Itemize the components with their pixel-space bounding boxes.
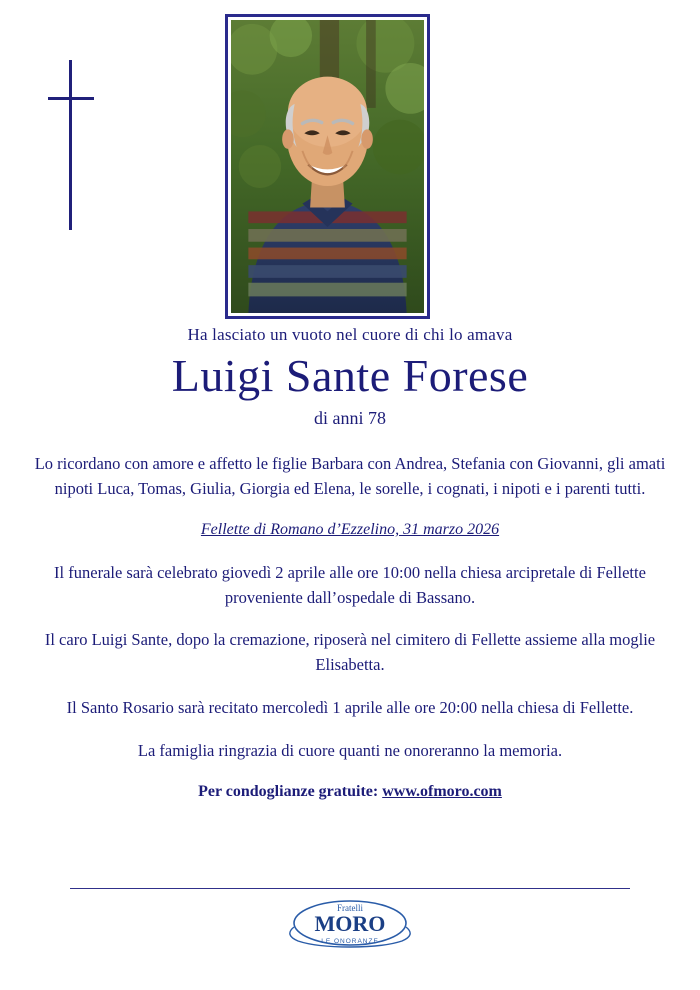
lead-text: Ha lasciato un vuoto nel cuore di chi lo amava: [187, 325, 513, 344]
age-line: di anni 78: [314, 407, 386, 428]
deceased-name: Luigi Sante Forese: [171, 350, 529, 401]
latin-cross-icon: [48, 60, 94, 230]
cross-horizontal-bar: [48, 97, 94, 100]
condolences-line: [0, 783, 700, 801]
burial-details-text: Il caro Luigi Sante, dopo la cremazione, riposerà nel cimitero di Fellette assieme alla moglie Elisabetta.: [44, 630, 656, 674]
funeral-details-text: Il funerale sarà celebrato giovedì 2 aprile alle ore 10:00 nella chiesa arcipretale di Fellette proveniente dall’ospedale di Bassano.: [54, 562, 646, 607]
funeral-home-logo: [276, 893, 424, 955]
portrait-photo: [231, 20, 424, 313]
rosary-details-text: Il Santo Rosario sarà recitato mercoledì 1 aprile alle ore 20:00 nella chiesa di Fellette.: [66, 697, 634, 717]
logo-top-text: Fratelli: [337, 903, 363, 913]
condolences-label: Per condoglianze gratuite:: [198, 783, 383, 801]
family-thanks-text: La famiglia ringrazia di cuore quanti ne onoreranno la memoria.: [137, 740, 563, 760]
logo-main-text: MORO: [314, 911, 386, 936]
place-date-line: Fellette di Romano d’Ezzelino, 31 marzo 2026: [200, 520, 500, 538]
remembered-by-text: Lo ricordano con amore e affetto le figlie Barbara con Andrea, Stefania con Giovanni, gli amati nipoti Luca, Tomas, Giulia, Giorgia ed Elena, le sorelle, i cognati, i nipoti e i parenti tutti.: [34, 453, 666, 498]
cross-vertical-bar: [69, 60, 72, 230]
portrait-frame: [225, 14, 430, 319]
footer-divider: [70, 888, 630, 889]
memorial-text-content: [0, 325, 700, 811]
condolences-link[interactable]: www.ofmoro.com: [382, 783, 502, 801]
logo-bottom-text: LE ONORANZE: [321, 938, 379, 945]
